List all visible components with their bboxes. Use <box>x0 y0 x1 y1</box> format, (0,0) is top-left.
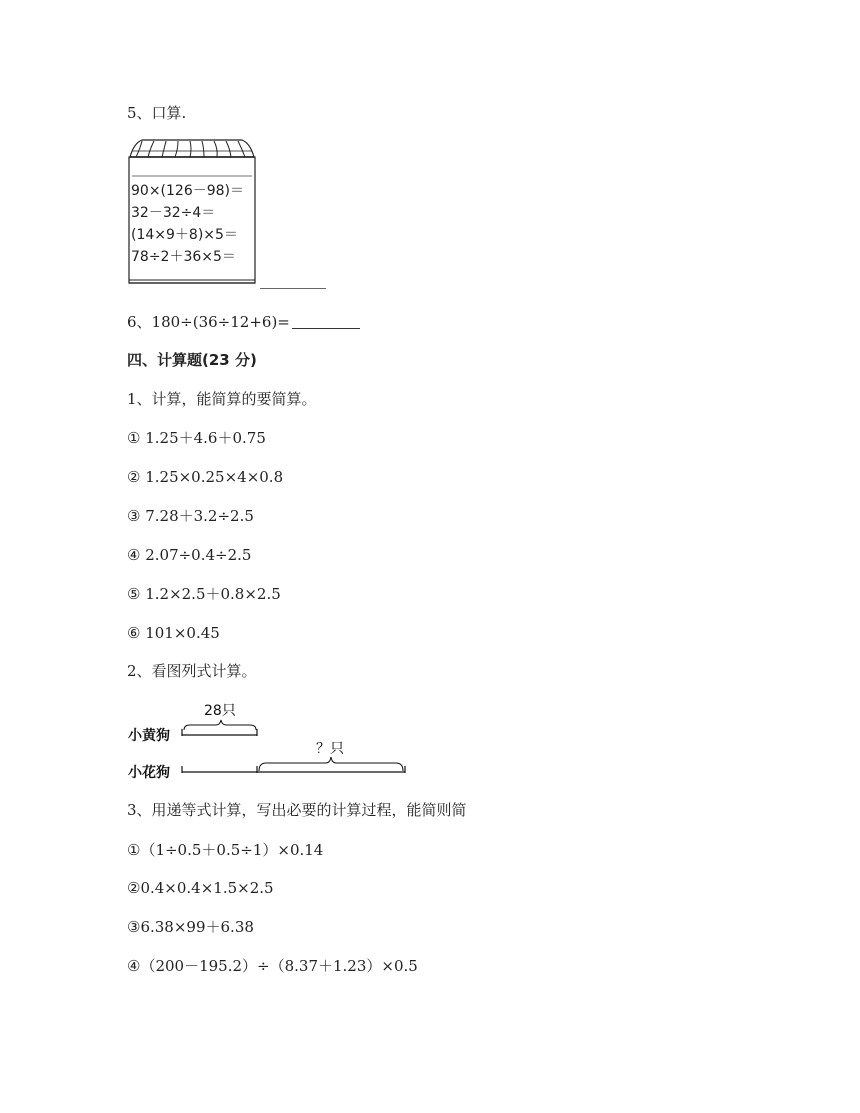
question-5-title: 5、口算. <box>127 104 187 122</box>
answer-blank[interactable] <box>260 288 326 289</box>
problem-3-item-2: ②0.4×0.4×1.5×2.5 <box>127 879 274 897</box>
problem-3-item-3: ③6.38×99＋6.38 <box>127 918 254 936</box>
board-line-2: 32－32÷4＝ <box>131 205 216 221</box>
question-6-text: 6、180÷(36÷12+6)= <box>127 313 290 331</box>
row2-label: 小花狗 <box>128 765 170 781</box>
problem-3-item-4: ④（200－195.2）÷（8.37＋1.23）×0.5 <box>127 957 418 975</box>
board-line-1: 90×(126－98)＝ <box>131 183 245 199</box>
problem-1-item-2: ② 1.25×0.25×4×0.8 <box>127 468 284 486</box>
problem-1-item-3: ③ 7.28＋3.2÷2.5 <box>127 507 254 525</box>
problem-2-title: 2、看图列式计算。 <box>127 662 257 680</box>
problem-1-item-1: ① 1.25＋4.6＋0.75 <box>127 429 266 447</box>
question-6 <box>127 312 360 332</box>
row2-value-label: ？只 <box>316 741 344 757</box>
problem-1-title: 1、计算，能简算的要简算。 <box>127 390 317 408</box>
chalkboard-figure <box>128 137 256 287</box>
problem-1-item-5: ⑤ 1.2×2.5＋0.8×2.5 <box>127 585 281 603</box>
problem-3-title: 3、用递等式计算，写出必要的计算过程，能简则简 <box>127 801 467 819</box>
line-segment-diagram <box>128 700 418 780</box>
segment-lines <box>128 700 418 780</box>
answer-blank[interactable] <box>292 314 360 329</box>
section-4-title: 四、计算题(23 分) <box>127 351 257 369</box>
problem-1-item-6: ⑥ 101×0.45 <box>127 624 220 642</box>
problem-3-item-1: ①（1÷0.5＋0.5÷1）×0.14 <box>127 841 324 859</box>
board-line-4: 78÷2＋36×5＝ <box>131 249 236 265</box>
row1-value-label: 28只 <box>204 703 236 719</box>
problem-1-item-4: ④ 2.07÷0.4÷2.5 <box>127 546 252 564</box>
board-line-3: (14×9＋8)×5＝ <box>131 227 238 243</box>
row1-label: 小黄狗 <box>128 728 170 744</box>
